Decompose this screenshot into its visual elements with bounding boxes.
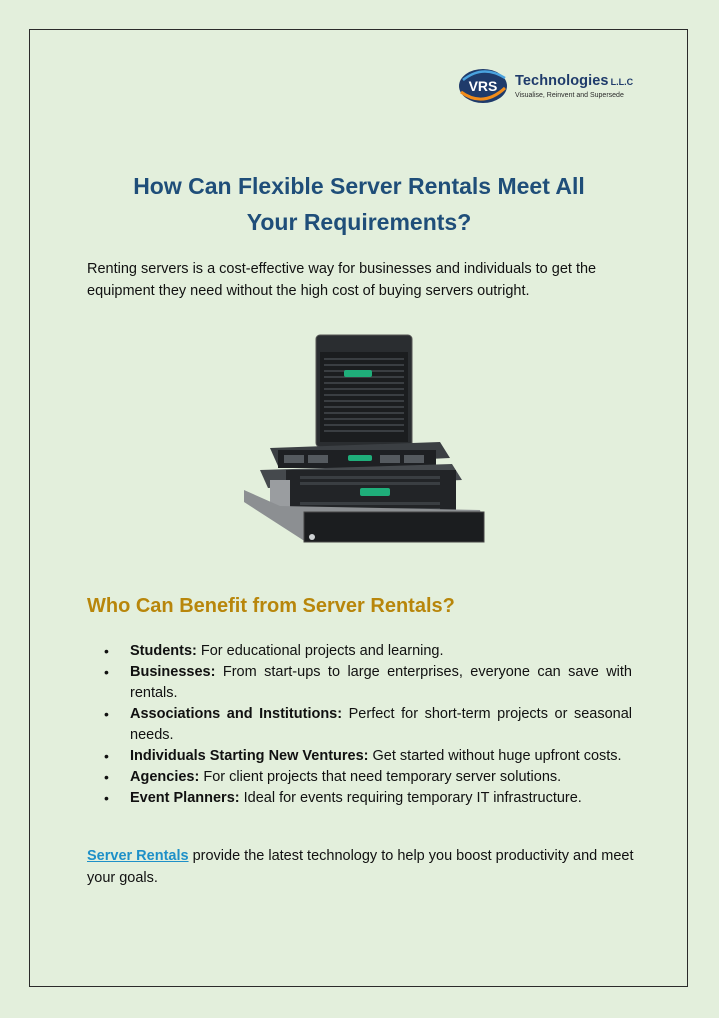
list-item-term: Agencies: [130, 769, 200, 785]
bullet-icon: • [104, 706, 109, 722]
vrs-logo-icon [455, 66, 511, 106]
list-item-text: Get started without huge upfront costs. [368, 748, 622, 764]
server-rentals-link[interactable]: Server Rentals [87, 848, 189, 864]
title-line-1: How Can Flexible Server Rentals Meet All [133, 173, 585, 199]
page-title [60, 168, 658, 240]
bullet-icon: • [104, 748, 109, 764]
closing-paragraph [87, 845, 635, 889]
list-item [87, 641, 632, 662]
server-stack-image [240, 330, 490, 557]
bullet-icon: • [104, 643, 109, 659]
list-item [87, 788, 632, 809]
list-item-term: Students: [130, 643, 197, 659]
bullet-icon: • [104, 664, 109, 680]
list-item-term: Businesses: [130, 664, 216, 680]
bullet-icon: • [104, 790, 109, 806]
title-line-2: Your Requirements? [246, 209, 472, 235]
list-item-term: Associations and Institutions: [130, 706, 343, 722]
list-item [87, 704, 632, 746]
company-logo[interactable] [455, 66, 633, 106]
list-item-term: Event Planners: [130, 790, 240, 806]
benefit-list [87, 641, 632, 809]
logo-tagline: Visualise, Reinvent and Supersede [515, 92, 624, 99]
list-item-term: Individuals Starting New Ventures: [130, 748, 369, 764]
logo-mark: VRS [468, 78, 498, 94]
bullet-icon: • [104, 769, 109, 785]
list-item [87, 767, 632, 788]
list-item [87, 662, 632, 704]
list-item-text: For client projects that need temporary server solutions. [199, 769, 562, 785]
list-item-text: Ideal for events requiring temporary IT infrastructure. [239, 790, 582, 806]
list-item-text: Perfect for short-term projects or seasonal needs. [130, 706, 632, 743]
list-item-text: From start-ups to large enterprises, everyone can save with rentals. [130, 664, 632, 701]
list-item [87, 746, 632, 767]
section-heading: Who Can Benefit from Server Rentals? [87, 595, 455, 617]
intro-paragraph: Renting servers is a cost-effective way for businesses and individuals to get the equipment they need without the high cost of buying servers outright. [87, 261, 597, 299]
closing-text: provide the latest technology to help you boost productivity and meet your goals. [87, 848, 634, 886]
list-item-text: For educational projects and learning. [196, 643, 444, 659]
logo-name: Technologies [515, 73, 609, 89]
logo-suffix: L.L.C [610, 77, 634, 87]
